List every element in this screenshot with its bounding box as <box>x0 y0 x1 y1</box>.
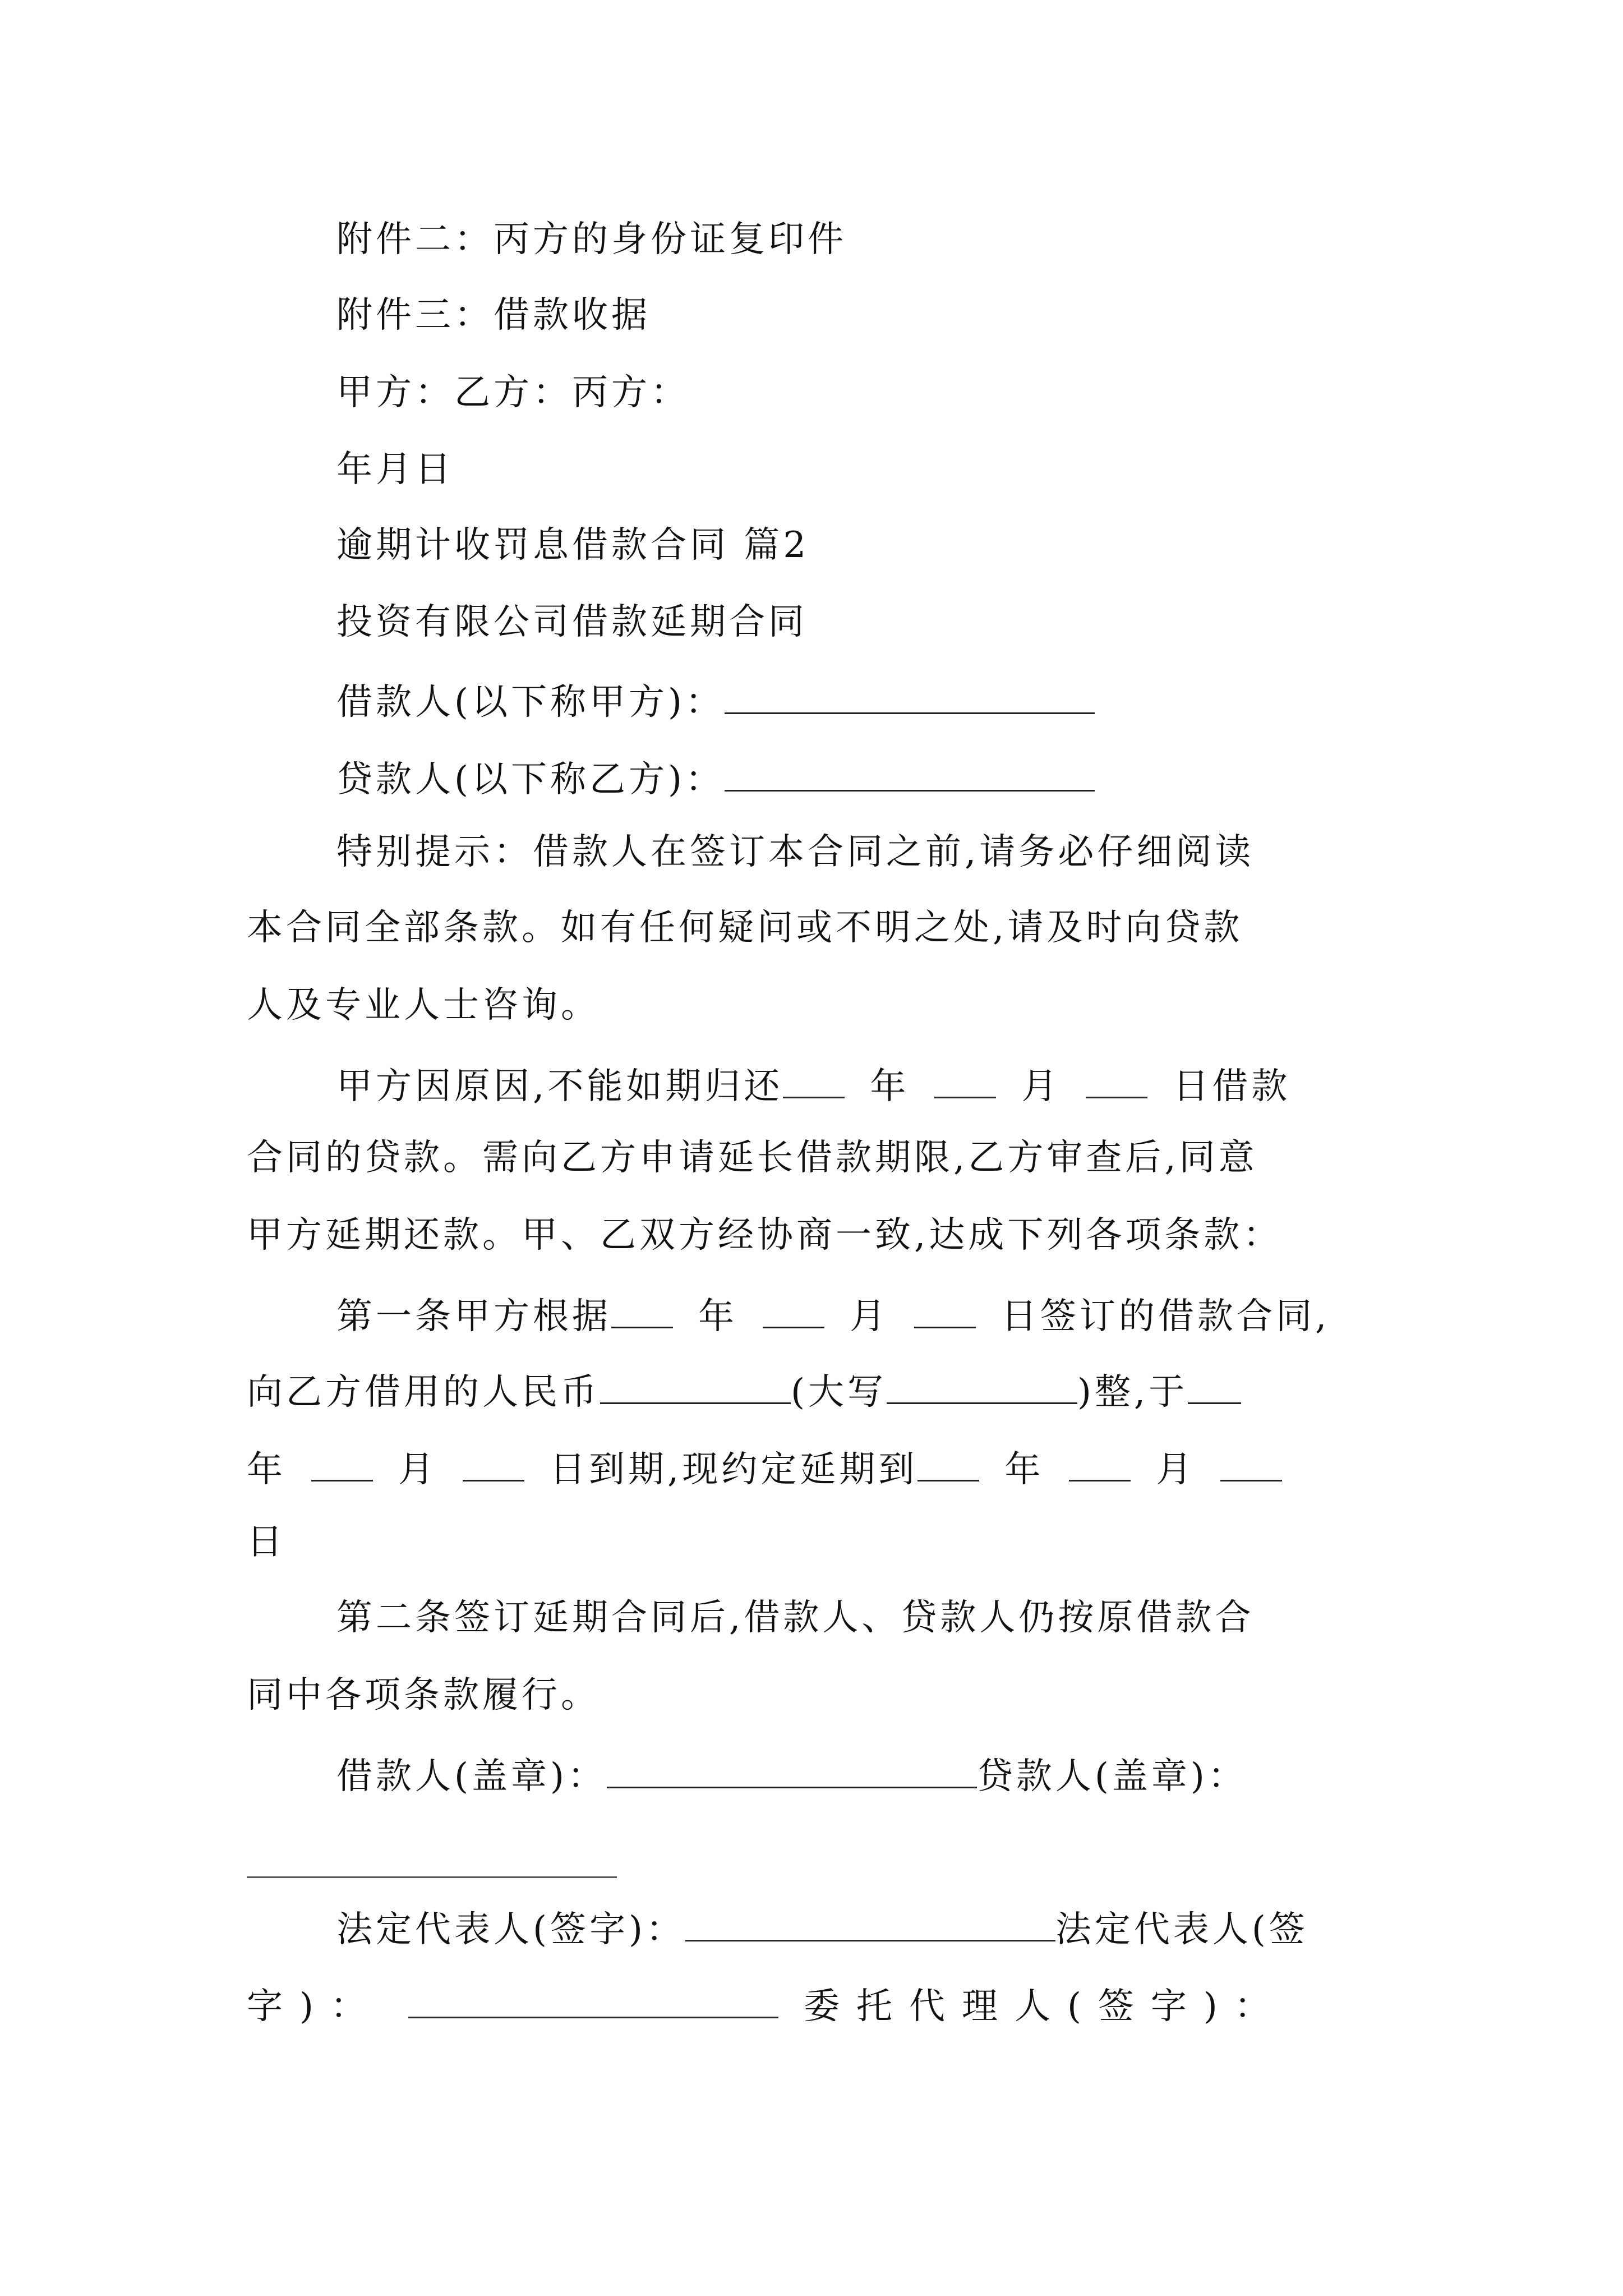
amount-label: 向乙方借用的人民币 <box>247 1372 600 1413</box>
extend-year-label: 年 <box>1004 1449 1044 1490</box>
lender-blank <box>725 757 1095 792</box>
notice-line-2: 本合同全部条款。如有任何疑问或不明之处,请及时向贷款 <box>247 907 1243 949</box>
sign-day-label: 日签订的借款合同, <box>1001 1296 1330 1337</box>
day-label: 日借款 <box>1173 1066 1291 1107</box>
agent-label: 委托代理人(签字)： <box>803 1986 1287 2027</box>
reason-line-2: 合同的贷款。需向乙方申请延长借款期限,乙方审查后,同意 <box>247 1137 1258 1179</box>
contract-title: 投资有限公司借款延期合同 <box>336 601 808 643</box>
article-2-line-1: 第二条签订延期合同后,借款人、贷款人仍按原借款合 <box>336 1597 1255 1639</box>
article-1-text: 第一条甲方根据 <box>336 1296 611 1337</box>
legal-rep-label: 法定代表人(签字)： <box>336 1909 685 1950</box>
lender-seal-label: 贷款人(盖章)： <box>976 1756 1247 1797</box>
legal-rep-2-cont: 字)： <box>247 1986 383 2027</box>
attachment-3-line: 附件三：借款收据 <box>336 295 651 336</box>
due-year-label: 年 <box>247 1449 286 1490</box>
reason-line-3: 甲方延期还款。甲、乙双方经协商一致,达成下列各项条款： <box>247 1214 1283 1256</box>
article-1-line-4: 日 <box>247 1521 286 1563</box>
article-1-line-3 <box>247 1447 1282 1488</box>
article-1-line-2 <box>247 1370 1241 1413</box>
due-day-blank <box>463 1447 524 1481</box>
agent-line <box>247 1984 1287 2027</box>
amount-blank <box>600 1370 791 1404</box>
extend-label: 日到期,现约定延期到 <box>550 1449 918 1490</box>
month-blank <box>934 1064 996 1098</box>
notice-line-1: 特别提示：借款人在签订本合同之前,请务必仔细阅读 <box>336 831 1255 873</box>
extend-month-label: 月 <box>1156 1449 1196 1490</box>
year-blank <box>783 1064 845 1098</box>
due-month-blank <box>311 1447 373 1481</box>
lender-line <box>336 757 1095 798</box>
parties-line: 甲方：乙方：丙方： <box>336 372 690 413</box>
month-label: 月 <box>1021 1066 1061 1107</box>
legal-rep-line <box>336 1907 1308 1948</box>
reason-line-1 <box>336 1064 1290 1105</box>
due-label: )整,于 <box>1077 1372 1188 1413</box>
amount-upper-blank <box>887 1370 1077 1404</box>
borrower-line <box>336 680 1095 723</box>
section-title: 逾期计收罚息借款合同 篇2 <box>336 524 810 566</box>
due-year-blank <box>1188 1370 1241 1404</box>
attachment-2-line: 附件二：丙方的身份证复印件 <box>336 219 847 260</box>
date-line: 年月日 <box>336 449 454 490</box>
day-blank <box>1086 1064 1147 1098</box>
amount-upper-label: (大写 <box>791 1372 887 1413</box>
legal-rep-2-blank <box>408 1984 778 2018</box>
extend-year-blank <box>917 1447 979 1481</box>
extend-month-blank <box>1069 1447 1131 1481</box>
legal-rep-blank <box>685 1907 1055 1941</box>
sign-year-blank <box>611 1294 673 1328</box>
sign-day-blank <box>914 1294 976 1328</box>
sign-month-label: 月 <box>850 1296 889 1337</box>
due-month-label: 月 <box>398 1449 437 1490</box>
borrower-label: 借款人(以下称甲方)： <box>336 682 725 723</box>
reason-text: 甲方因原因,不能如期归还 <box>336 1066 783 1107</box>
lender-label: 贷款人(以下称乙方)： <box>336 759 725 800</box>
notice-line-3: 人及专业人士咨询。 <box>247 984 600 1026</box>
sign-month-blank <box>763 1294 824 1328</box>
extend-day-blank <box>1220 1447 1282 1481</box>
borrower-blank <box>725 680 1095 714</box>
lender-seal-blank <box>247 1876 617 1878</box>
legal-rep-2-label: 法定代表人(签 <box>1055 1909 1308 1950</box>
sign-year-label: 年 <box>698 1296 737 1337</box>
article-2-line-2: 同中各项条款履行。 <box>247 1674 600 1716</box>
borrower-seal-label: 借款人(盖章)： <box>336 1756 607 1797</box>
article-1-line-1 <box>336 1294 1330 1335</box>
borrower-seal-blank <box>607 1754 977 1788</box>
year-label: 年 <box>870 1066 910 1107</box>
seal-line <box>336 1754 1247 1795</box>
